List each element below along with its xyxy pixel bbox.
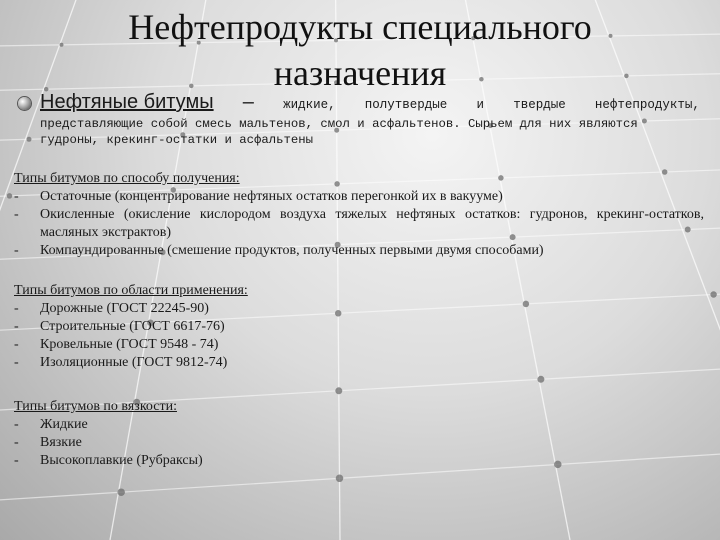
- intro-line-1: [40, 91, 700, 115]
- list-marker: -: [14, 189, 19, 204]
- list-marker: -: [14, 435, 19, 450]
- list-item-text: Вязкие: [40, 435, 82, 450]
- list-item-text: Высокоплавкие (Рубраксы): [40, 453, 203, 468]
- title-line-1: Нефтепродукты специального: [128, 7, 592, 47]
- list-marker: -: [14, 319, 19, 334]
- section-viscosity: [14, 398, 704, 470]
- list-item: [14, 354, 704, 372]
- title-line-2: назначения: [273, 53, 447, 93]
- intro-line-2: представляющие собой смесь мальтенов, смол и асфальтенов. Сырьем для них являются: [40, 117, 638, 131]
- list-marker: -: [14, 417, 19, 432]
- intro-line-3: гудроны, крекинг-остатки и асфальтены: [40, 133, 314, 147]
- list-item-text: Кровельные (ГОСТ 9548 - 74): [40, 337, 219, 352]
- list-item: [14, 242, 704, 260]
- section-heading: Типы битумов по области применения:: [14, 283, 248, 298]
- list-item-text: Компаундированные (смешение продуктов, полученных первыми двумя способами): [40, 243, 544, 258]
- list-item-text: Дорожные (ГОСТ 22245-90): [40, 301, 209, 316]
- list-item-text: Изоляционные (ГОСТ 9812-74): [40, 355, 228, 370]
- intro-word: жидкие,: [283, 98, 336, 112]
- intro-dash: –: [242, 91, 254, 113]
- list-item: [14, 434, 704, 452]
- intro-continuation: [40, 116, 700, 148]
- list-marker: -: [14, 355, 19, 370]
- list-item: [14, 188, 704, 206]
- list-item: [14, 206, 704, 242]
- intro-word: полутвердые: [364, 98, 448, 112]
- intro-term: Нефтяные битумы: [40, 91, 214, 113]
- list-item: [14, 300, 704, 318]
- list-item-text: Строительные (ГОСТ 6617-76): [40, 319, 225, 334]
- bullet-icon: [18, 97, 31, 110]
- list-item-text: Остаточные (концентрирование нефтяных остатков перегонкой их в вакууме): [40, 189, 503, 204]
- list-item-text: Окисленные (окисление кислородом воздуха тяжелых нефтяных остатков: гудронов, крекинг-остатков, масляных экстрактов): [40, 207, 704, 240]
- slide-title: [60, 4, 660, 96]
- section-application-area: [14, 282, 704, 372]
- intro-word: нефтепродукты,: [594, 98, 700, 112]
- list-marker: -: [14, 207, 19, 222]
- section-heading: Типы битумов по вязкости:: [14, 399, 177, 414]
- list-item: [14, 416, 704, 434]
- section-heading: Типы битумов по способу получения:: [14, 171, 240, 186]
- section-production-method: [14, 170, 704, 260]
- list-marker: -: [14, 243, 19, 258]
- intro-word: твердые: [513, 98, 566, 112]
- list-marker: -: [14, 453, 19, 468]
- intro-word: и: [476, 98, 485, 112]
- list-marker: -: [14, 301, 19, 316]
- list-item-text: Жидкие: [40, 417, 88, 432]
- list-item: [14, 336, 704, 354]
- list-item: [14, 318, 704, 336]
- list-marker: -: [14, 337, 19, 352]
- list-item: [14, 452, 704, 470]
